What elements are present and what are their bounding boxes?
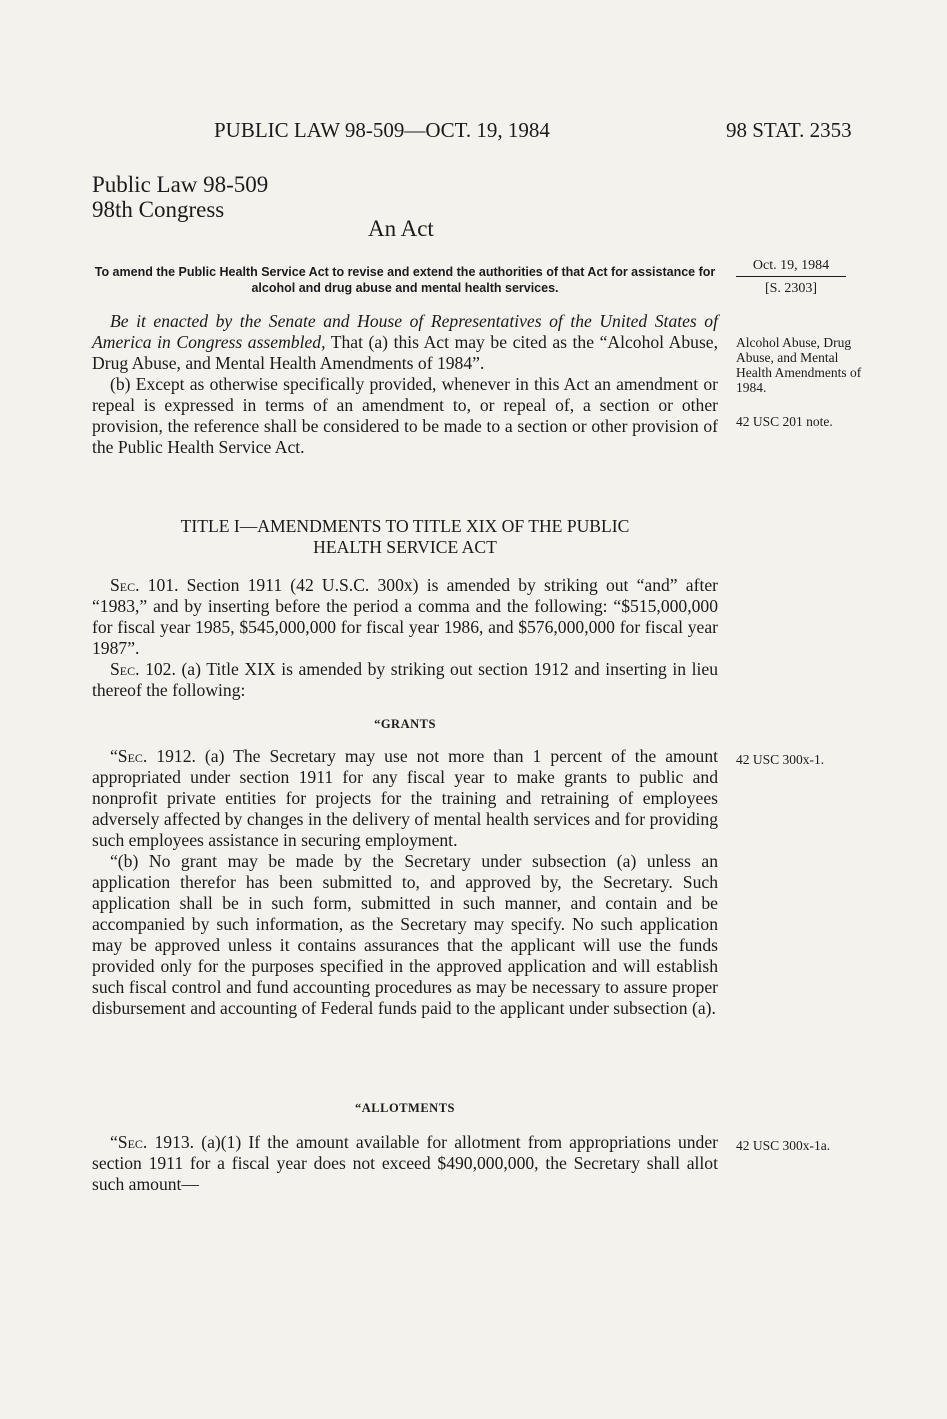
section-101-text: Section 1911 (42 U.S.C. 300x) is amended by striking out “and” after “1983,” and by inserting before the period a comma and the following: “$515,000,000 for fiscal year 1985, $545,000,000 for fiscal year 1986, and $576,000,000 for fiscal year 1987”.	[92, 575, 718, 658]
margin-usc-300x-1a: 42 USC 300x-1a.	[736, 1138, 831, 1153]
enacting-section	[92, 311, 718, 458]
margin-usc-300x-1: 42 USC 300x-1.	[736, 752, 825, 767]
congress-number: 98th Congress	[92, 197, 225, 222]
margin-usc-201: 42 USC 201 note.	[736, 414, 833, 429]
section-102-label: Sec. 102.	[110, 659, 176, 679]
header-stat-page: 98 STAT. 2353	[726, 118, 852, 142]
margin-short-title: Alcohol Abuse, Drug Abuse, and Mental Health Amendments of 1984.	[736, 335, 862, 395]
section-1913-label: “Sec. 1913.	[110, 1132, 195, 1152]
section-101-label: Sec. 101.	[110, 575, 179, 595]
section-1912-b: “(b) No grant may be made by the Secretary under subsection (a) unless an application therefor has been submitted to, and approved by, the Secretary. Such application shall be in such form, submitted in such manner, and contain and be accompanied by such information, as the Secretary may specify. No such application may be approved unless it contains assurances that the applicant will use the funds provided only for the purposes specified in the approved application and will establish such fiscal control and fund accounting procedures as may be necessary to assure proper disbursement and accounting of Federal funds paid to the applicant under subsection (a).	[92, 851, 718, 1018]
law-identification	[92, 172, 268, 222]
section-1913-a1	[92, 1132, 718, 1195]
sections-101-102	[92, 575, 718, 701]
grants-heading: “GRANTS	[374, 717, 436, 731]
paragraph-b: (b) Except as otherwise specifically provided, whenever in this Act an amendment or repeal is expressed in terms of an amendment to, or repeal of, a section or other provision, the reference shall be considered to be made to a section or other provision of the Public Health Service Act.	[92, 374, 718, 457]
header-law-date: PUBLIC LAW 98-509—OCT. 19, 1984	[214, 118, 550, 142]
title-i-line1: TITLE I—AMENDMENTS TO TITLE XIX OF THE PUBLIC	[180, 516, 630, 536]
section-1913	[92, 1132, 718, 1195]
title-i-line2: HEALTH SERVICE ACT	[313, 537, 497, 557]
section-1912-a-text: (a) The Secretary may use not more than 1 percent of the amount appropriated under section 1911 for any fiscal year to make grants to public and nonprofit private entities for projects for the training and retraining of employees adversely affected by changes in the delivery of mental health services and for providing such employees assistance in securing employment.	[92, 746, 719, 850]
section-1913-text: (a)(1) If the amount available for allotment from appropriations under section 1911 for a fiscal year does not exceed $490,000,000, the Secretary shall allot such amount—	[92, 1132, 719, 1194]
enacting-clause	[92, 311, 718, 374]
section-101	[92, 575, 718, 659]
section-1912-a	[92, 746, 718, 851]
margin-date-block	[736, 258, 846, 297]
an-act-heading: An Act	[368, 216, 434, 241]
section-102	[92, 659, 718, 701]
title-i-heading	[92, 516, 718, 558]
section-102-text: (a) Title XIX is amended by striking out section 1912 and inserting in lieu thereof the following:	[92, 659, 718, 700]
section-1912	[92, 746, 718, 1019]
margin-bill-number: [S. 2303]	[764, 281, 818, 296]
section-1912-label: “Sec. 1912.	[110, 746, 196, 766]
allotments-heading: “ALLOTMENTS	[355, 1101, 455, 1115]
margin-date: Oct. 19, 1984	[736, 258, 846, 277]
act-purpose: To amend the Public Health Service Act to revise and extend the authorities of that Act for assistance for alcohol and drug abuse and mental health services.	[94, 265, 716, 295]
enacting-clause-rest: That (a) this Act may be cited as the “Alcohol Abuse, Drug Abuse, and Mental Health Amendments of 1984”.	[92, 332, 719, 373]
enacting-clause-italic: Be it enacted by the Senate and House of Representatives of the United States of America in Congress assembled,	[92, 311, 718, 352]
public-law-number: Public Law 98-509	[92, 172, 269, 197]
